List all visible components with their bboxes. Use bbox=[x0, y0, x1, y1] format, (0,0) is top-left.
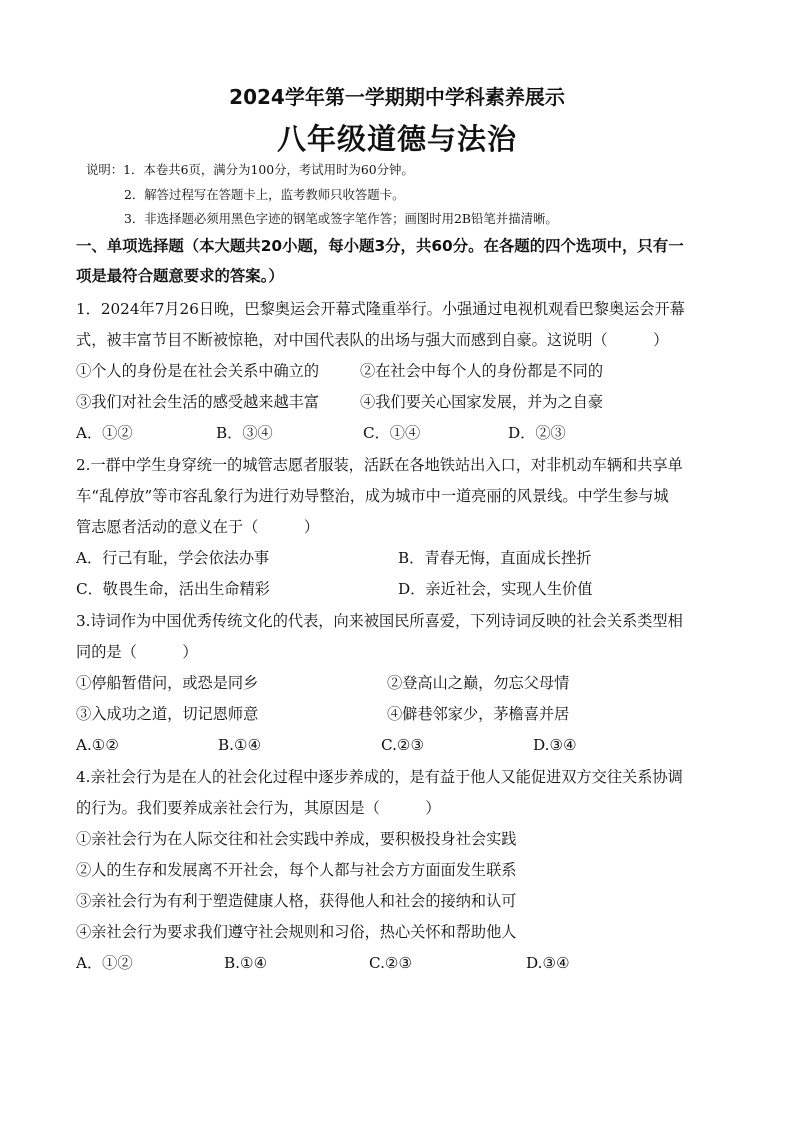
q4-stem-line1: 4.亲社会行为是在人的社会化过程中逐步养成的，是有益于他人又能促进双方交往关系协调 bbox=[76, 768, 683, 786]
q1-option-a[interactable]: A．①② bbox=[76, 424, 133, 442]
q1-stem-line1: 1．2024年7月26日晚，巴黎奥运会开幕式隆重举行。小强通过电视机观看巴黎奥运会开幕 bbox=[76, 300, 685, 318]
q4-stem-line2: 的行为。我们要养成亲社会行为，其原因是（ ） bbox=[76, 799, 441, 817]
q4-statement-1: ①亲社会行为在人际交往和社会实践中养成，要积极投身社会实践 bbox=[76, 830, 517, 848]
subject-title: 八年级道德与法治 bbox=[276, 122, 517, 156]
q3-stem-line2: 同的是（ ） bbox=[76, 643, 198, 661]
q3-option-a[interactable]: A.①② bbox=[76, 736, 120, 754]
q2-stem-line3: 管志愿者活动的意义在于（ ） bbox=[76, 518, 319, 536]
q2-stem-line1: 2.一群中学生身穿统一的城管志愿者服装，活跃在各地铁站出入口，对非机动车辆和共享单 bbox=[76, 456, 683, 474]
q2-option-a[interactable]: A．行己有耻，学会依法办事 bbox=[76, 549, 270, 567]
q2-stem-line2: 车“乱停放”等市容乱象行为进行劝导整治，成为城市中一道亮丽的风景线。中学生参与城 bbox=[76, 487, 669, 505]
q1-option-d[interactable]: D．②③ bbox=[508, 424, 566, 442]
q4-statement-3: ③亲社会行为有利于塑造健康人格，获得他人和社会的接纳和认可 bbox=[76, 892, 517, 910]
q4-option-a[interactable]: A．①② bbox=[76, 954, 133, 972]
instruction-2: 2．解答过程写在答题卡上，监考教师只收答题卡。 bbox=[124, 187, 405, 202]
q1-statement-2: ②在社会中每个人的身份都是不同的 bbox=[360, 362, 603, 380]
q3-option-b[interactable]: B.①④ bbox=[218, 736, 262, 754]
q1-statement-1: ①个人的身份是在社会关系中确立的 bbox=[76, 362, 319, 380]
q2-option-d[interactable]: D．亲近社会，实现人生价值 bbox=[398, 580, 593, 598]
q2-option-b[interactable]: B．青春无悔，直面成长挫折 bbox=[398, 549, 592, 567]
q4-option-b[interactable]: B.①④ bbox=[224, 954, 268, 972]
q1-statement-3: ③我们对社会生活的感受越来越丰富 bbox=[76, 393, 319, 411]
q1-statement-4: ④我们要关心国家发展，并为之自豪 bbox=[360, 393, 603, 411]
section-heading-line1: 一、单项选择题（本大题共20小题，每小题3分，共60分。在各题的四个选项中，只有一 bbox=[76, 237, 684, 255]
q2-option-c[interactable]: C．敬畏生命，活出生命精彩 bbox=[76, 580, 270, 598]
q4-option-d[interactable]: D.③④ bbox=[526, 954, 570, 972]
q1-option-b[interactable]: B．③④ bbox=[216, 424, 273, 442]
q4-statement-2: ②人的生存和发展离不开社会，每个人都与社会方方面面发生联系 bbox=[76, 861, 517, 879]
q3-statement-1: ①停船暂借问，或恐是同乡 bbox=[76, 674, 259, 692]
instruction-3: 3．非选择题必须用黑色字迹的钢笔或签字笔作答；画图时用2B铅笔并描清晰。 bbox=[124, 211, 558, 226]
q3-stem-line1: 3.诗词作为中国优秀传统文化的代表，向来被国民所喜爱，下列诗词反映的社会关系类型相 bbox=[76, 612, 683, 630]
instruction-1: 说明：1．本卷共6页，满分为100分，考试用时为60分钟。 bbox=[86, 162, 414, 177]
q4-option-c[interactable]: C.②③ bbox=[369, 954, 413, 972]
q4-statement-4: ④亲社会行为要求我们遵守社会规则和习俗，热心关怀和帮助他人 bbox=[76, 923, 517, 941]
q3-statement-4: ④僻巷邻家少，茅檐喜并居 bbox=[387, 705, 570, 723]
q1-stem-line2: 式，被丰富节目不断被惊艳，对中国代表队的出场与强大而感到自豪。这说明（ ） bbox=[76, 331, 669, 349]
section-heading-line2: 项是最符合题意要求的答案。） bbox=[76, 267, 284, 285]
q3-option-c[interactable]: C.②③ bbox=[381, 736, 425, 754]
q1-option-c[interactable]: C．①④ bbox=[363, 424, 421, 442]
q3-statement-2: ②登高山之巅，勿忘父母情 bbox=[387, 674, 570, 692]
q3-option-d[interactable]: D.③④ bbox=[533, 736, 577, 754]
q3-statement-3: ③入成功之道，切记恩师意 bbox=[76, 705, 259, 723]
exam-title: 2024学年第一学期期中学科素养展示 bbox=[229, 85, 565, 109]
